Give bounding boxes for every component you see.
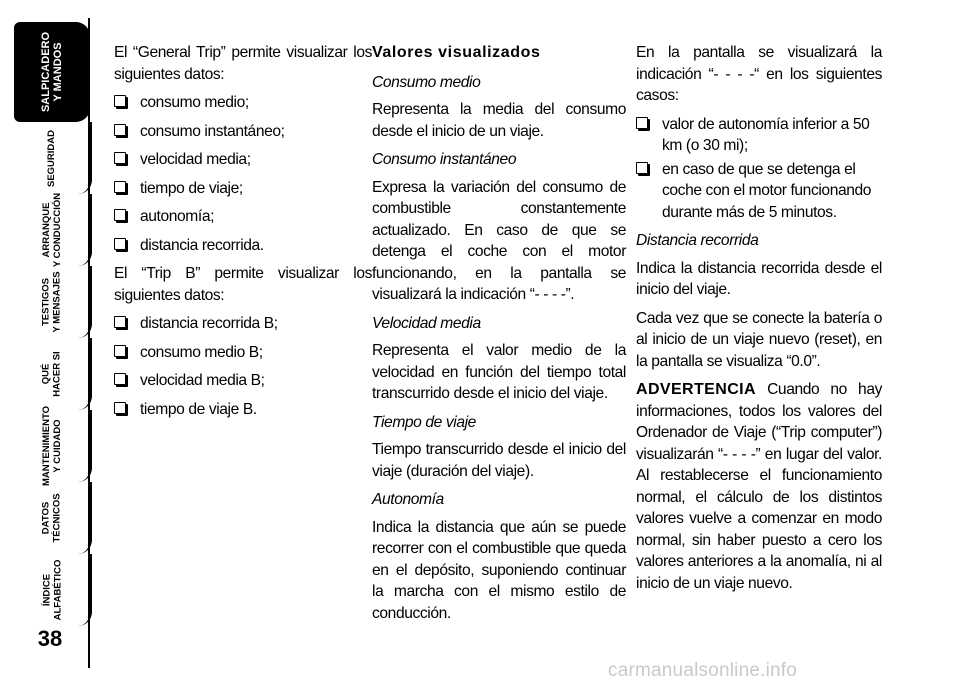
subheading-autonomia: Autonomía [372, 491, 444, 508]
paragraph: Indica la distancia que aún se puede recorrer con el combustible que queda en el depósito, suponiendo continuar la marcha con el mismo estilo de conducción. [372, 518, 626, 622]
cases-list [636, 114, 882, 224]
list-item [114, 313, 372, 335]
tab-label: QUÉ HACER SI [41, 351, 63, 397]
list-item-text: consumo medio B; [140, 343, 263, 361]
checkbox-bullet-icon [114, 95, 126, 107]
warning-paragraph [636, 379, 882, 594]
list-item-text: velocidad media; [140, 151, 251, 168]
list-item-text: tiempo de viaje B. [140, 400, 257, 418]
paragraph: Tiempo transcurrido desde el inicio del viaje (duración del viaje). [372, 441, 626, 480]
checkbox-bullet-icon [114, 373, 126, 385]
general-trip-intro: El “General Trip” permite visualizar los siguientes datos: [114, 44, 372, 83]
list-item-text: autonomía; [140, 208, 215, 225]
checkbox-bullet-icon [114, 316, 126, 328]
checkbox-bullet-icon [114, 124, 126, 136]
list-item [636, 114, 882, 157]
column-1 [114, 42, 372, 427]
list-item [114, 399, 372, 421]
list-item-text: velocidad media B; [140, 372, 265, 389]
paragraph: Expresa la variación del consumo de combustible constantemente actualizado. En caso de que se detenga el coche con el motor funcionando, en la pantalla se visualizará la indicación “- - - -”. [372, 178, 626, 303]
page-number: 38 [37, 626, 63, 651]
tab-datos[interactable] [14, 482, 92, 554]
tab-label: MANTENIMIENTO Y CUIDADO [41, 405, 64, 487]
tab-label: ARRANQUE Y CONDUCCIÓN [41, 192, 63, 268]
watermark: carmanualsonline.info [608, 660, 798, 681]
tab-label: SEGURIDAD [46, 129, 58, 187]
list-item [636, 159, 882, 224]
checkbox-bullet-icon [114, 402, 126, 414]
checkbox-bullet-icon [636, 162, 648, 174]
list-item-text: consumo instantáneo; [140, 122, 285, 140]
list-item-text: distancia recorrida. [140, 236, 264, 254]
list-item [114, 178, 372, 200]
list-item [114, 235, 372, 257]
subheading-distancia-recorrida: Distancia recorrida [636, 232, 759, 249]
trip-b-intro: El “Trip B” permite visualizar los siguientes datos: [114, 265, 372, 304]
tab-label: DATOS TÉCNICOS [41, 493, 63, 543]
list-item-text: tiempo de viaje; [140, 179, 243, 197]
tab-arranque[interactable] [14, 194, 92, 266]
tab-label: ÍNDICE ALFABÉTICO [40, 559, 63, 621]
paragraph: Representa el valor medio de la velocidad en función del tiempo total transcurrido desde el inicio del viaje. [372, 342, 626, 402]
list-item-text: distancia recorrida B; [140, 315, 278, 332]
tab-label: TESTIGOS Y MENSAJES [40, 271, 63, 333]
column-3 [636, 42, 882, 601]
warning-label: ADVERTENCIA [636, 381, 756, 398]
trip-b-list [114, 313, 372, 420]
tab-mantenimiento[interactable] [14, 405, 92, 487]
checkbox-bullet-icon [114, 209, 126, 221]
checkbox-bullet-icon [114, 238, 126, 250]
subheading-consumo-medio: Consumo medio [372, 73, 481, 91]
list-item-text: consumo medio; [140, 94, 249, 111]
checkbox-bullet-icon [114, 181, 126, 193]
subheading-tiempo-viaje: Tiempo de viaje [372, 413, 476, 431]
column-2 [372, 42, 626, 631]
checkbox-bullet-icon [114, 152, 126, 164]
tab-indice[interactable] [14, 554, 92, 626]
tab-testigos[interactable] [14, 266, 92, 338]
list-item [114, 370, 372, 392]
warning-text: Cuando no hay informaciones, todos los valores del Ordenador de Viaje (“Trip computer”) visualizarán “- - - -” en lugar del valor. Al restablecerse el funcionamiento normal, el cálculo de los distintos valores vuelve a comenzar en modo normal, sin haber puesto a cero los valores anteriores a la anomalía, ni al inicio de un viaje nuevo. [636, 381, 882, 592]
checkbox-bullet-icon [636, 117, 648, 129]
section-heading: Valores visualizados [372, 44, 541, 61]
paragraph: Indica la distancia recorrida desde el inicio del viaje. [636, 259, 882, 298]
list-item [114, 206, 372, 228]
subheading-consumo-instantaneo: Consumo instantáneo [372, 151, 517, 168]
paragraph: Representa la media del consumo desde el inicio de un viaje. [372, 101, 626, 140]
checkbox-bullet-icon [114, 345, 126, 357]
tab-label: SALPICADERO Y MANDOS [40, 31, 64, 113]
list-item [114, 121, 372, 143]
tab-que-hacer[interactable] [14, 338, 92, 410]
chapter-tabs [0, 0, 100, 692]
list-item-text: en caso de que se detenga el coche con el motor funcionando durante más de 5 minutos. [662, 160, 872, 221]
subheading-velocidad-media: Velocidad media [372, 314, 481, 332]
tab-salpicadero[interactable] [14, 22, 90, 122]
list-item [114, 342, 372, 364]
paragraph: Cada vez que se conecte la batería o al inicio de un viaje nuevo (reset), en la pantalla se visualiza “0.0”. [636, 309, 882, 370]
paragraph: En la pantalla se visualizará la indicación “- - - -“ en los siguientes casos: [636, 44, 882, 104]
list-item-text: valor de autonomía inferior a 50 km (o 30 mi); [662, 115, 870, 154]
list-item [114, 92, 372, 114]
list-item [114, 149, 372, 171]
general-trip-list [114, 92, 372, 256]
tab-seguridad[interactable] [14, 122, 92, 194]
